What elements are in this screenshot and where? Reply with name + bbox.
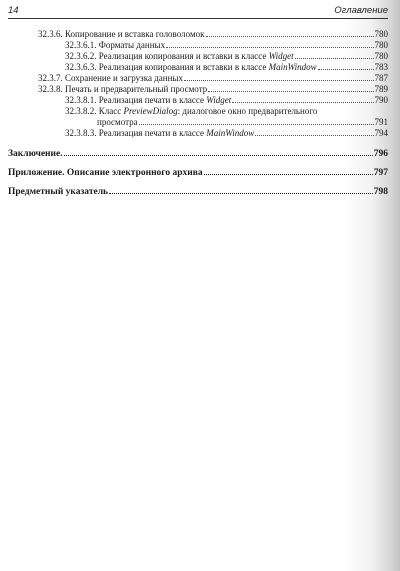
leader-dots bbox=[139, 118, 374, 125]
toc-entry[interactable] bbox=[65, 51, 388, 61]
toc-number: 32.3.6.1. bbox=[65, 40, 97, 50]
toc-entry[interactable] bbox=[38, 29, 388, 39]
page-header bbox=[8, 4, 388, 19]
toc-entry[interactable] bbox=[65, 95, 388, 105]
toc-number: 32.3.6. bbox=[38, 29, 63, 39]
toc-page: 787 bbox=[374, 73, 388, 83]
leader-dots bbox=[206, 30, 374, 37]
page-number: 14 bbox=[8, 5, 19, 16]
toc-title: Класс bbox=[98, 106, 122, 116]
toc-page: 780 bbox=[374, 51, 388, 61]
toc-title: Приложение. Описание электронного архива bbox=[8, 168, 203, 178]
toc-title: Печать и предварительный просмотр bbox=[65, 84, 208, 94]
toc-page: 780 bbox=[374, 29, 388, 39]
toc-entry[interactable] bbox=[38, 84, 388, 94]
toc-page: 791 bbox=[374, 117, 388, 127]
leader-dots bbox=[166, 41, 373, 48]
toc-entry[interactable] bbox=[65, 62, 388, 72]
toc-number: 32.3.8. bbox=[38, 84, 63, 94]
toc-number: 32.3.7. bbox=[38, 73, 63, 83]
leader-dots bbox=[318, 63, 374, 70]
toc-number: 32.3.8.2. bbox=[65, 106, 97, 116]
toc-entry-chapter[interactable] bbox=[8, 168, 388, 178]
toc-page: 797 bbox=[373, 168, 388, 178]
toc-number: 32.3.6.2. bbox=[65, 51, 97, 61]
toc-number: 32.3.8.1. bbox=[65, 95, 97, 105]
toc-title: Сохранение и загрузка данных bbox=[65, 73, 183, 83]
leader-dots bbox=[295, 52, 374, 59]
toc-page: 798 bbox=[373, 187, 388, 197]
toc-class-name: PreviewDialog bbox=[123, 106, 178, 116]
toc-title: Реализация печати в классе bbox=[98, 95, 205, 105]
toc-page: 790 bbox=[374, 95, 388, 105]
toc-page: 794 bbox=[374, 128, 388, 138]
toc-class-name: MainWindow bbox=[206, 128, 255, 138]
toc-title: Реализация копирования и вставки в классе bbox=[98, 62, 267, 72]
toc-entry-first-line[interactable] bbox=[65, 106, 317, 116]
toc-number: 32.3.8.3. bbox=[65, 128, 97, 138]
toc-page: 780 bbox=[374, 40, 388, 50]
toc-title-line2: просмотра bbox=[97, 117, 138, 127]
running-title: Оглавление bbox=[334, 5, 388, 16]
leader-dots bbox=[232, 96, 373, 103]
toc-title: Копирование и вставка головоломок bbox=[65, 29, 205, 39]
toc-page: 789 bbox=[374, 84, 388, 94]
toc-title: Заключение. bbox=[8, 149, 63, 159]
toc-entry[interactable] bbox=[65, 40, 388, 50]
leader-dots bbox=[184, 74, 374, 81]
leader-dots bbox=[208, 85, 373, 92]
toc-class-name: MainWindow bbox=[268, 62, 317, 72]
toc-entry-chapter[interactable] bbox=[8, 149, 388, 159]
toc-class-name: Widget bbox=[268, 51, 294, 61]
leader-dots bbox=[64, 149, 373, 156]
toc-title: Реализация печати в классе bbox=[98, 128, 205, 138]
toc-entry[interactable] bbox=[38, 73, 388, 83]
leader-dots bbox=[255, 129, 373, 136]
toc-title: Реализация копирования и вставки в классе bbox=[98, 51, 267, 61]
leader-dots bbox=[204, 168, 373, 175]
toc-page: 783 bbox=[374, 62, 388, 72]
toc-number: 32.3.6.3. bbox=[65, 62, 97, 72]
toc-title-continued: : диалоговое окно предварительного bbox=[177, 106, 318, 116]
toc-page: 796 bbox=[373, 149, 388, 159]
toc-class-name: Widget bbox=[206, 95, 232, 105]
toc-title: Предметный указатель bbox=[8, 187, 109, 197]
toc-entry-chapter[interactable] bbox=[8, 187, 388, 197]
toc-entry[interactable] bbox=[65, 128, 388, 138]
toc-title: Форматы данных bbox=[98, 40, 166, 50]
leader-dots bbox=[109, 187, 373, 194]
toc-entry[interactable] bbox=[97, 117, 388, 127]
